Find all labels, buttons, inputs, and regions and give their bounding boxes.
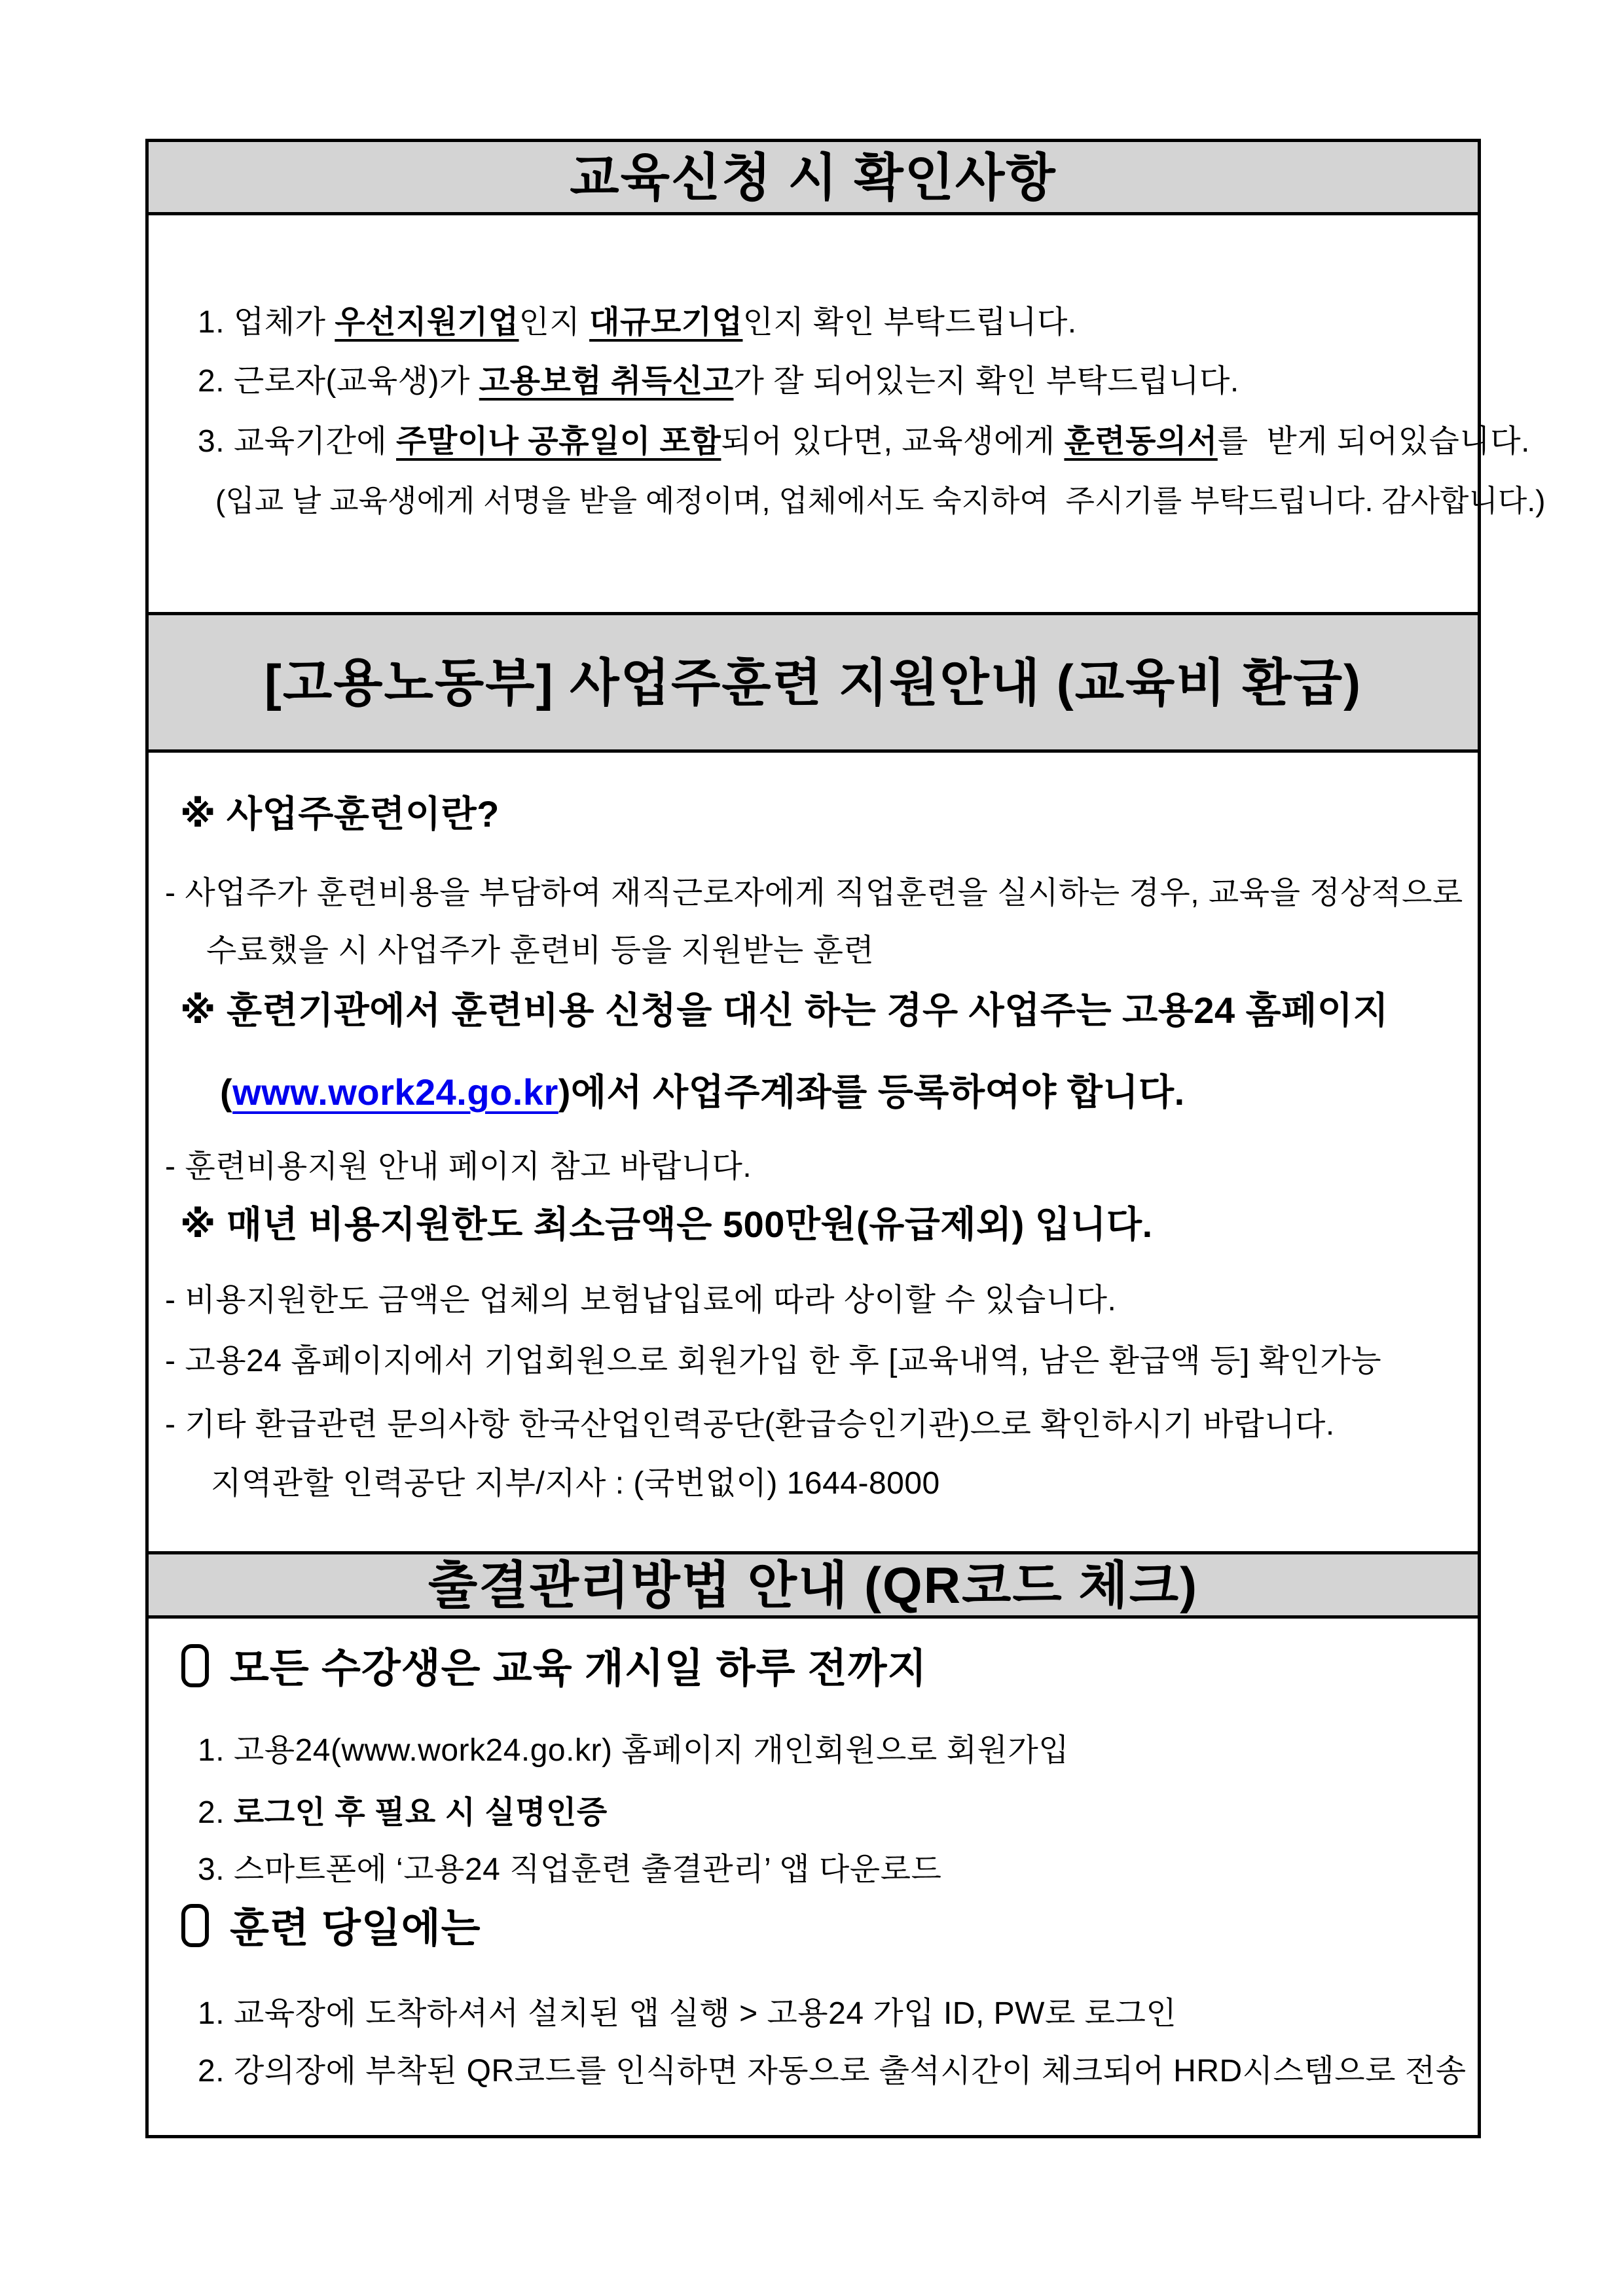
text-segment: 우선지원기업	[335, 305, 519, 340]
text-segment: ※ 매년 비용지원한도 최소금액은 500만원(유급제외) 입니다.	[180, 1204, 1153, 1245]
before-start-heading	[181, 1644, 927, 1692]
text-segment: 모든 수강생은 교육 개시일 하루 전까지	[230, 1646, 928, 1691]
text-segment: ※ 사업주훈련이란?	[180, 793, 500, 834]
text-segment: 훈련 당일에는	[230, 1906, 481, 1951]
text-segment: (	[220, 1071, 233, 1113]
hrdkorea-phone-line	[211, 1465, 940, 1501]
what-is-employer-training-heading	[180, 793, 500, 835]
training-day-step-2	[198, 2053, 1467, 2089]
training-day-step-1	[198, 1996, 1176, 2032]
checklist-item-1	[198, 304, 1077, 340]
checklist-note	[215, 484, 1545, 518]
section2-header	[149, 612, 1478, 753]
text-segment: )에서 사업주계좌를 등록하여야 합니다.	[558, 1071, 1185, 1113]
employer-training-desc-line1	[165, 875, 1463, 911]
section2-title: [고용노동부] 사업주훈련 지원안내 (교육비 환급)	[264, 653, 1362, 711]
text-segment: 대규모기업	[589, 305, 743, 340]
text-segment: - 훈련비용지원 안내 페이지 참고 바랍니다.	[165, 1149, 752, 1184]
checklist-item-3	[198, 423, 1530, 459]
attendance-step-3	[198, 1852, 941, 1888]
text-segment: 가 잘 되어있는지 확인 부탁드립니다.	[733, 364, 1239, 399]
section3-title: 출결관리방법 안내 (QR코드 체크)	[428, 1556, 1199, 1614]
text-segment: - 사업주가 훈련비용을 부담하여 재직근로자에게 직업훈련을 실시하는 경우, 교육을 정상적으로	[165, 876, 1463, 910]
text-segment: 1. 교육장에 도착하셔서 설치된 앱 실행 > 고용24 가입 ID, PW로 로그인	[198, 1996, 1177, 2031]
text-segment: 3. 스마트폰에 ‘고용24 직업훈련 출결관리’ 앱 다운로드	[198, 1852, 942, 1887]
text-segment: (입교 날 교육생에게 서명을 받을 예정이며, 업체에서도 숙지하여 주시기를 부탁드립니다. 감사합니다.)	[215, 484, 1546, 518]
training-day-heading	[181, 1904, 481, 1952]
text-segment: 2. 강의장에 부착된 QR코드를 인식하면 자동으로 출석시간이 체크되어 HRD시스템으로 전송	[198, 2054, 1467, 2089]
account-registration-heading-line2	[220, 1071, 1185, 1113]
text-segment: 1. 고용24(www.work24.go.kr) 홈페이지 개인회원으로 회원가입	[198, 1733, 1070, 1768]
employer-training-desc-line2	[206, 933, 874, 969]
text-segment: 인지	[519, 305, 590, 340]
corporate-member-note	[165, 1343, 1381, 1379]
section1-header	[149, 142, 1478, 215]
text-segment: - 비용지원한도 금액은 업체의 보험납입료에 따라 상이할 수 있습니다.	[165, 1283, 1117, 1318]
text-segment: 주말이나 공휴일이 포함	[396, 424, 721, 459]
section1-body	[149, 215, 1478, 612]
attendance-step-2	[198, 1795, 608, 1831]
checklist-item-2	[198, 363, 1239, 399]
annual-limit-heading	[180, 1204, 1153, 1246]
text-segment: 3. 교육기간에	[198, 424, 397, 459]
text-segment: 를 받게 되어있습니다.	[1217, 424, 1530, 459]
checkbox-icon	[181, 1904, 209, 1947]
text-segment: 2. 근로자(교육생)가	[198, 364, 479, 399]
text-segment: 2.	[198, 1795, 234, 1830]
text-segment: - 고용24 홈페이지에서 기업회원으로 회원가입 한 후 [교육내역, 남은 환급액 등] 확인가능	[165, 1344, 1382, 1378]
text-segment: 1. 업체가	[198, 305, 335, 340]
training-cost-guide-note	[165, 1149, 752, 1185]
account-registration-heading-line1	[180, 990, 1389, 1031]
attendance-step-1	[198, 1732, 1069, 1768]
text-segment: 되어 있다면, 교육생에게	[721, 424, 1065, 459]
text-segment: - 기타 환급관련 문의사항 한국산업인력공단(환급승인기관)으로 확인하시기 바랍니다.	[165, 1407, 1335, 1442]
text-segment: 고용보험 취득신고	[479, 364, 734, 399]
text-segment: 지역관할 인력공단 지부/지사 : (국번없이) 1644-8000	[211, 1466, 940, 1501]
text-segment: ※ 훈련기관에서 훈련비용 신청을 대신 하는 경우 사업주는 고용24 홈페이지	[180, 990, 1389, 1031]
refund-inquiry-note	[165, 1407, 1335, 1443]
text-segment: 수료했을 시 사업주가 훈련비 등을 지원받는 훈련	[206, 933, 875, 968]
section1-title: 교육신청 시 확인사항	[570, 148, 1057, 206]
text-segment: 로그인 후 필요 시 실명인증	[233, 1795, 608, 1830]
text-segment: 인지 확인 부탁드립니다.	[742, 305, 1077, 340]
section3-header	[149, 1551, 1478, 1619]
text-segment: 훈련동의서	[1064, 424, 1218, 459]
work24-link[interactable]: www.work24.go.kr	[232, 1071, 558, 1113]
notice-document	[145, 139, 1546, 2138]
limit-varies-note	[165, 1282, 1116, 1318]
checkbox-icon	[181, 1644, 209, 1687]
